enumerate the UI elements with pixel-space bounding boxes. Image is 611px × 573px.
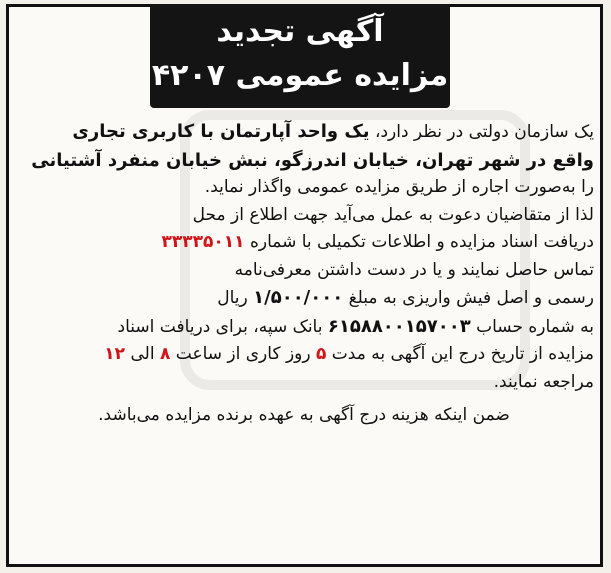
days-count: ۵ (315, 344, 327, 364)
line-7 (14, 284, 594, 313)
line-9-c: روز کاری از ساعت (175, 344, 311, 364)
line-7-a: رسمی و اصل فیش واریزی به مبلغ (348, 288, 594, 308)
phone-number: ۳۳۳۳۵۰۱۱ (161, 232, 245, 252)
line-6: تماس حاصل نمایند و یا در دست داشتن معرفی‌نامه (234, 259, 594, 280)
line-7-c: ریال (217, 288, 248, 308)
line-9 (14, 341, 594, 369)
line-1-b: یک واحد آپارتمان با کاربری تجاری (72, 121, 370, 142)
line-8-a: به شماره حساب (476, 316, 594, 337)
line-8 (14, 313, 594, 342)
line-2: واقع در شهر تهران، خیابان اندرزگو، نبش خیابان منفرد آشتیانی (31, 149, 594, 171)
line-9-a: مزایده از تاریخ درج این آگهی به مدت (331, 344, 594, 364)
line-10: مراجعه نمایند. (493, 371, 594, 392)
ad-header (150, 4, 450, 108)
ad-body (14, 118, 594, 430)
line-3: را به‌صورت اجاره از طریق مزایده عمومی واگذار نماید. (204, 177, 594, 197)
header-title-2: مزایده عمومی ۴۲۰۷ (151, 58, 449, 93)
hour-end: ۱۲ (104, 344, 126, 364)
line-9-e: الی (130, 344, 155, 364)
line-8-c: بانک سپه، برای دریافت اسناد (117, 316, 323, 337)
line-11: ضمن اینکه هزینه درج آگهی به عهده برنده مزایده می‌باشد. (98, 405, 510, 425)
header-title-1: آگهی تجدید (216, 14, 384, 49)
line-1 (14, 118, 594, 147)
line-4: لذا از متقاضیان دعوت به عمل می‌آید جهت اطلاع از محل (192, 204, 594, 225)
line-5 (14, 229, 594, 257)
hour-start: ۸ (159, 344, 171, 364)
account-number: ۶۱۵۸۸۰۰۱۵۷۰۰۳ (327, 315, 471, 337)
amount: ۱/۵۰۰/۰۰۰ (253, 287, 344, 308)
line-1-a: یک سازمان دولتی در نظر دارد، (374, 122, 594, 142)
line-5-a: دریافت اسناد مزایده و اطلاعات تکمیلی با شماره (249, 232, 594, 252)
